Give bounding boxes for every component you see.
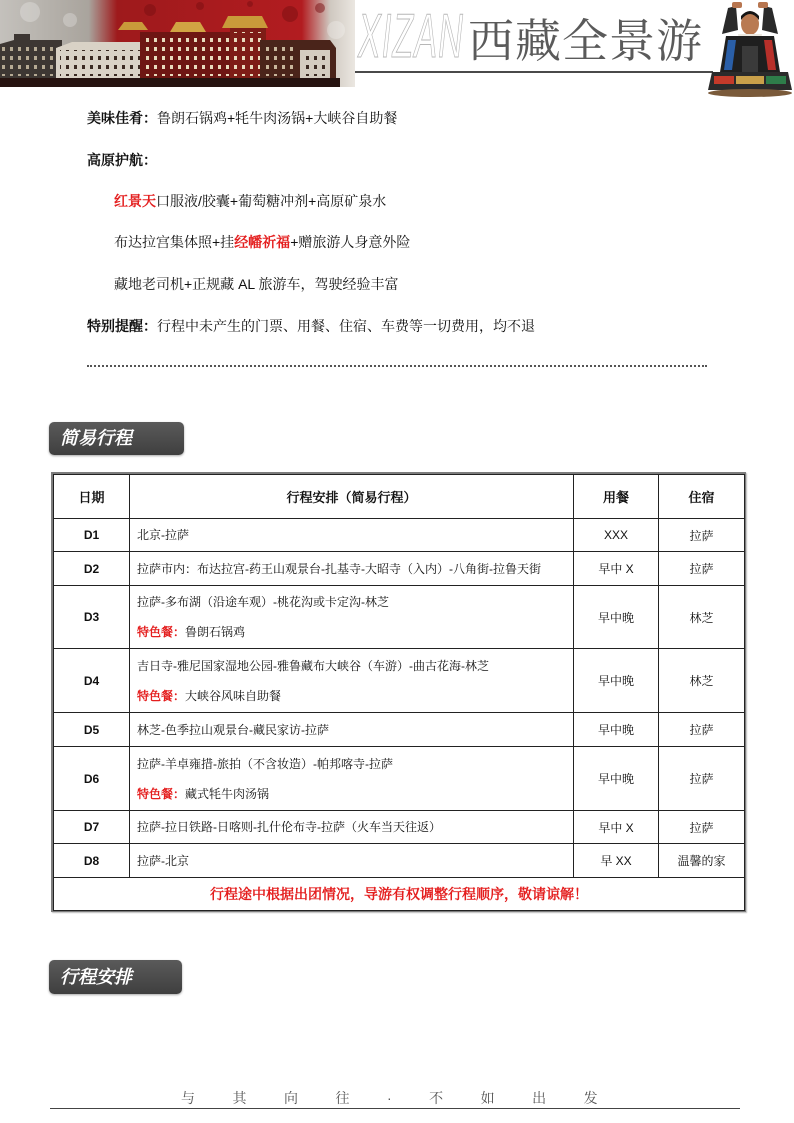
escort-text: 布达拉宫集体照+挂 [114, 234, 235, 250]
table-row [54, 649, 745, 713]
day-cell: D4 [54, 649, 130, 713]
table-row [54, 844, 745, 878]
table-row [54, 586, 745, 649]
escort-label: 高原护航： [87, 152, 157, 168]
header-watermark-lettering: XIZAN [358, 2, 464, 71]
food-line [87, 108, 397, 128]
route-cell: 拉萨市内：布达拉宫-药王山观景台-扎基寺-大昭寺（入内）-八角街-拉鲁天街 [130, 552, 574, 586]
escort-highlight: 经幡祈福 [234, 234, 291, 250]
hotel-cell: 拉萨 [659, 713, 745, 747]
table-note: 行程途中根据出团情况，导游有权调整行程顺序，敬请谅解！ [54, 878, 745, 911]
special-meal-text: 大峡谷风味自助餐 [185, 688, 282, 703]
route-cell [130, 747, 574, 811]
route-text: 吉日寺-雅尼国家湿地公园-雅鲁藏布大峡谷（车游）-曲古花海-林芝 [137, 658, 489, 673]
day-cell: D3 [54, 586, 130, 649]
escort-item-medicine [114, 191, 386, 211]
meal-cell: XXX [574, 519, 659, 552]
itinerary-table [51, 472, 746, 912]
footer-slogan: 与其向往·不如出发 [181, 1090, 636, 1106]
meal-cell: 早中晚 [574, 586, 659, 649]
header-meal: 用餐 [574, 475, 659, 519]
route-cell [130, 586, 574, 649]
notice-label: 特别提醒： [87, 318, 157, 334]
section-heading-detail: 行程安排 [49, 960, 182, 994]
day-cell: D8 [54, 844, 130, 878]
table-row [54, 747, 745, 811]
route-cell: 林芝-色季拉山观景台-藏民家访-拉萨 [130, 713, 574, 747]
hotel-cell: 拉萨 [659, 747, 745, 811]
meal-cell: 早中 X [574, 552, 659, 586]
notice-line [87, 316, 535, 336]
escort-highlight: 红景天 [114, 193, 156, 209]
header-banner-image [0, 0, 355, 87]
day-cell: D6 [54, 747, 130, 811]
header-route: 行程安排（简易行程） [130, 475, 574, 519]
table-row [54, 552, 745, 586]
meal-cell: 早中 X [574, 811, 659, 844]
header-day: 日期 [54, 475, 130, 519]
meal-cell: 早 XX [574, 844, 659, 878]
route-cell: 拉萨-北京 [130, 844, 574, 878]
special-meal-line [137, 681, 573, 711]
hotel-cell: 拉萨 [659, 519, 745, 552]
special-meal-line [137, 617, 573, 647]
special-meal-text: 藏式牦牛肉汤锅 [185, 786, 270, 801]
table-row [54, 519, 745, 552]
escort-text: 口服液/胶囊+葡萄糖冲剂+高原矿泉水 [156, 193, 387, 209]
section-heading-brief: 简易行程 [49, 422, 184, 455]
escort-item-driver: 藏地老司机+正规藏 AL 旅游车，驾驶经验丰富 [114, 276, 399, 292]
food-label: 美味佳肴： [87, 110, 157, 126]
notice-text: 行程中未产生的门票、用餐、住宿、车费等一切费用，均不退 [157, 318, 535, 334]
table-row [54, 713, 745, 747]
table-row [54, 811, 745, 844]
table-header-row [54, 475, 745, 519]
escort-item-photo [114, 232, 410, 252]
table-note-row [54, 878, 745, 911]
day-cell: D1 [54, 519, 130, 552]
hotel-cell: 林芝 [659, 649, 745, 713]
route-cell: 拉萨-拉日铁路-日喀则-扎什伦布寺-拉萨（火车当天往返） [130, 811, 574, 844]
hotel-cell: 拉萨 [659, 811, 745, 844]
dotted-divider [87, 365, 707, 367]
day-cell: D5 [54, 713, 130, 747]
route-cell [130, 649, 574, 713]
meal-cell: 早中晚 [574, 747, 659, 811]
special-meal-line [137, 779, 573, 809]
route-cell: 北京-拉萨 [130, 519, 574, 552]
special-meal-text: 鲁朗石锅鸡 [185, 625, 246, 639]
special-meal-label: 特色餐： [137, 786, 186, 801]
hotel-cell: 林芝 [659, 586, 745, 649]
special-meal-label: 特色餐： [137, 625, 186, 639]
food-text: 鲁朗石锅鸡+牦牛肉汤锅+大峡谷自助餐 [157, 110, 398, 126]
special-meal-label: 特色餐： [137, 688, 186, 703]
route-text: 拉萨-羊卓雍措-旅拍（不含妆造）-帕邦喀寺-拉萨 [137, 756, 393, 771]
day-cell: D7 [54, 811, 130, 844]
route-text: 拉萨-多布湖（沿途车观）-桃花沟或卡定沟-林芝 [137, 595, 389, 609]
header-hotel: 住宿 [659, 475, 745, 519]
escort-text: +赠旅游人身意外险 [290, 234, 411, 250]
meal-cell: 早中晚 [574, 713, 659, 747]
page-title: 西藏全景游 [468, 14, 703, 68]
footer-divider [50, 1108, 740, 1109]
hotel-cell: 拉萨 [659, 552, 745, 586]
title-divider [355, 71, 713, 73]
day-cell: D2 [54, 552, 130, 586]
meal-cell: 早中晚 [574, 649, 659, 713]
tibetan-figure-image [706, 0, 794, 98]
hotel-cell: 温馨的家 [659, 844, 745, 878]
